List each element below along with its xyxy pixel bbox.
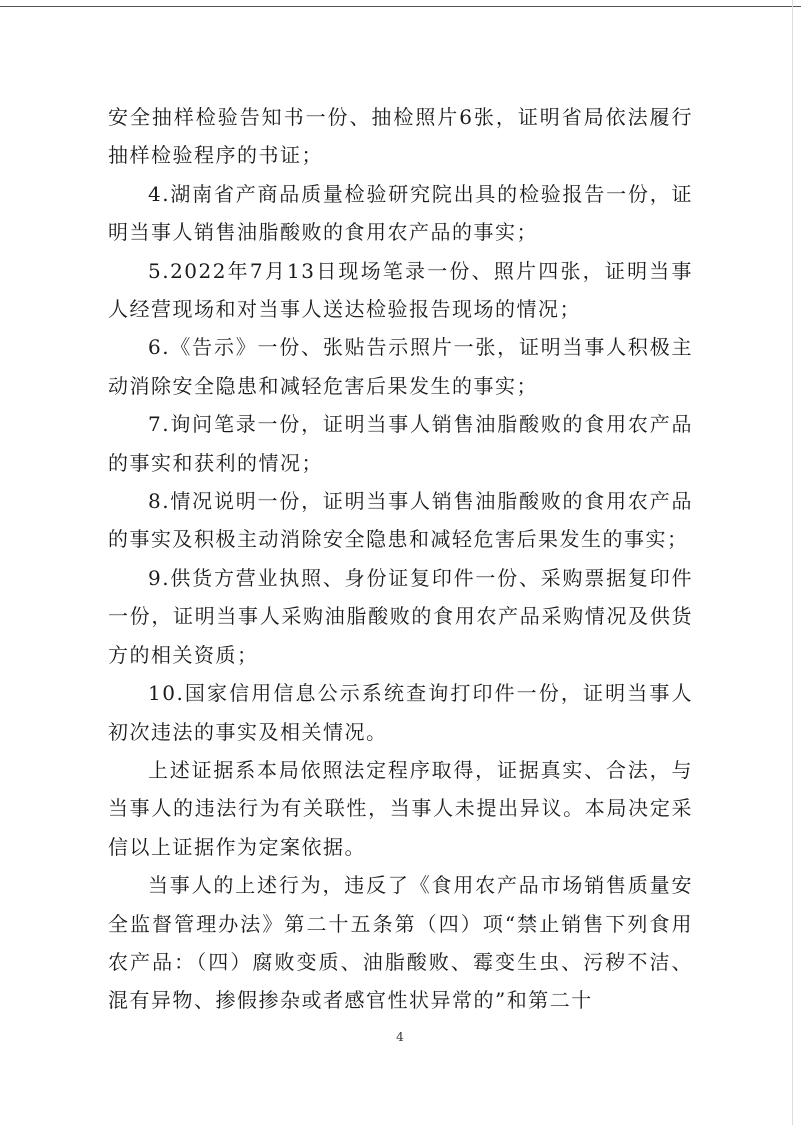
scan-edge-line	[792, 0, 793, 1125]
paragraph-evidence-7: 7.询问笔录一份，证明当事人销售油脂酸败的食用农产品的事实和获利的情况；	[108, 412, 693, 475]
paragraph-evidence-summary: 上述证据系本局依照法定程序取得，证据真实、合法，与当事人的违法行为有关联性，当事人未提出异议。本局决定采信以上证据作为定案依据。	[108, 757, 693, 859]
paragraph-evidence-6: 6.《告示》一份、张贴告示照片一张，证明当事人积极主动消除安全隐患和减轻危害后果发生的事实；	[108, 335, 693, 398]
paragraph-evidence-5: 5.2022年7月13日现场笔录一份、照片四张，证明当事人经营现场和对当事人送达检验报告现场的情况；	[108, 258, 693, 322]
paragraph-evidence-8: 8.情况说明一份，证明当事人销售油脂酸败的食用农产品的事实及积极主动消除安全隐患和减轻危害后果发生的事实；	[108, 489, 693, 552]
paragraph-evidence-4: 4.湖南省产商品质量检验研究院出具的检验报告一份，证明当事人销售油脂酸败的食用农产品的事实；	[108, 181, 693, 245]
page-number: 4	[396, 1030, 404, 1044]
paragraph-violation: 当事人的上述行为，违反了《食用农产品市场销售质量安全监督管理办法》第二十五条第（四）项“禁止销售下列食用农产品：（四）腐败变质、油脂酸败、霉变生虫、污秽不洁、混有异物、掺假掺杂或者感官性状异常的”和第二十	[108, 873, 693, 1013]
paragraph-evidence-10: 10.国家信用信息公示系统查询打印件一份，证明当事人初次违法的事实及相关情况。	[108, 681, 693, 744]
paragraph-evidence-9: 9.供货方营业执照、身份证复印件一份、采购票据复印件一份，证明当事人采购油脂酸败的食用农产品采购情况及供货方的相关资质；	[108, 565, 693, 667]
top-border-line	[0, 6, 801, 7]
paragraph-evidence-3-continued: 安全抽样检验告知书一份、抽检照片6张，证明省局依法履行抽样检验程序的书证；	[108, 105, 693, 168]
document-body	[108, 98, 693, 1020]
